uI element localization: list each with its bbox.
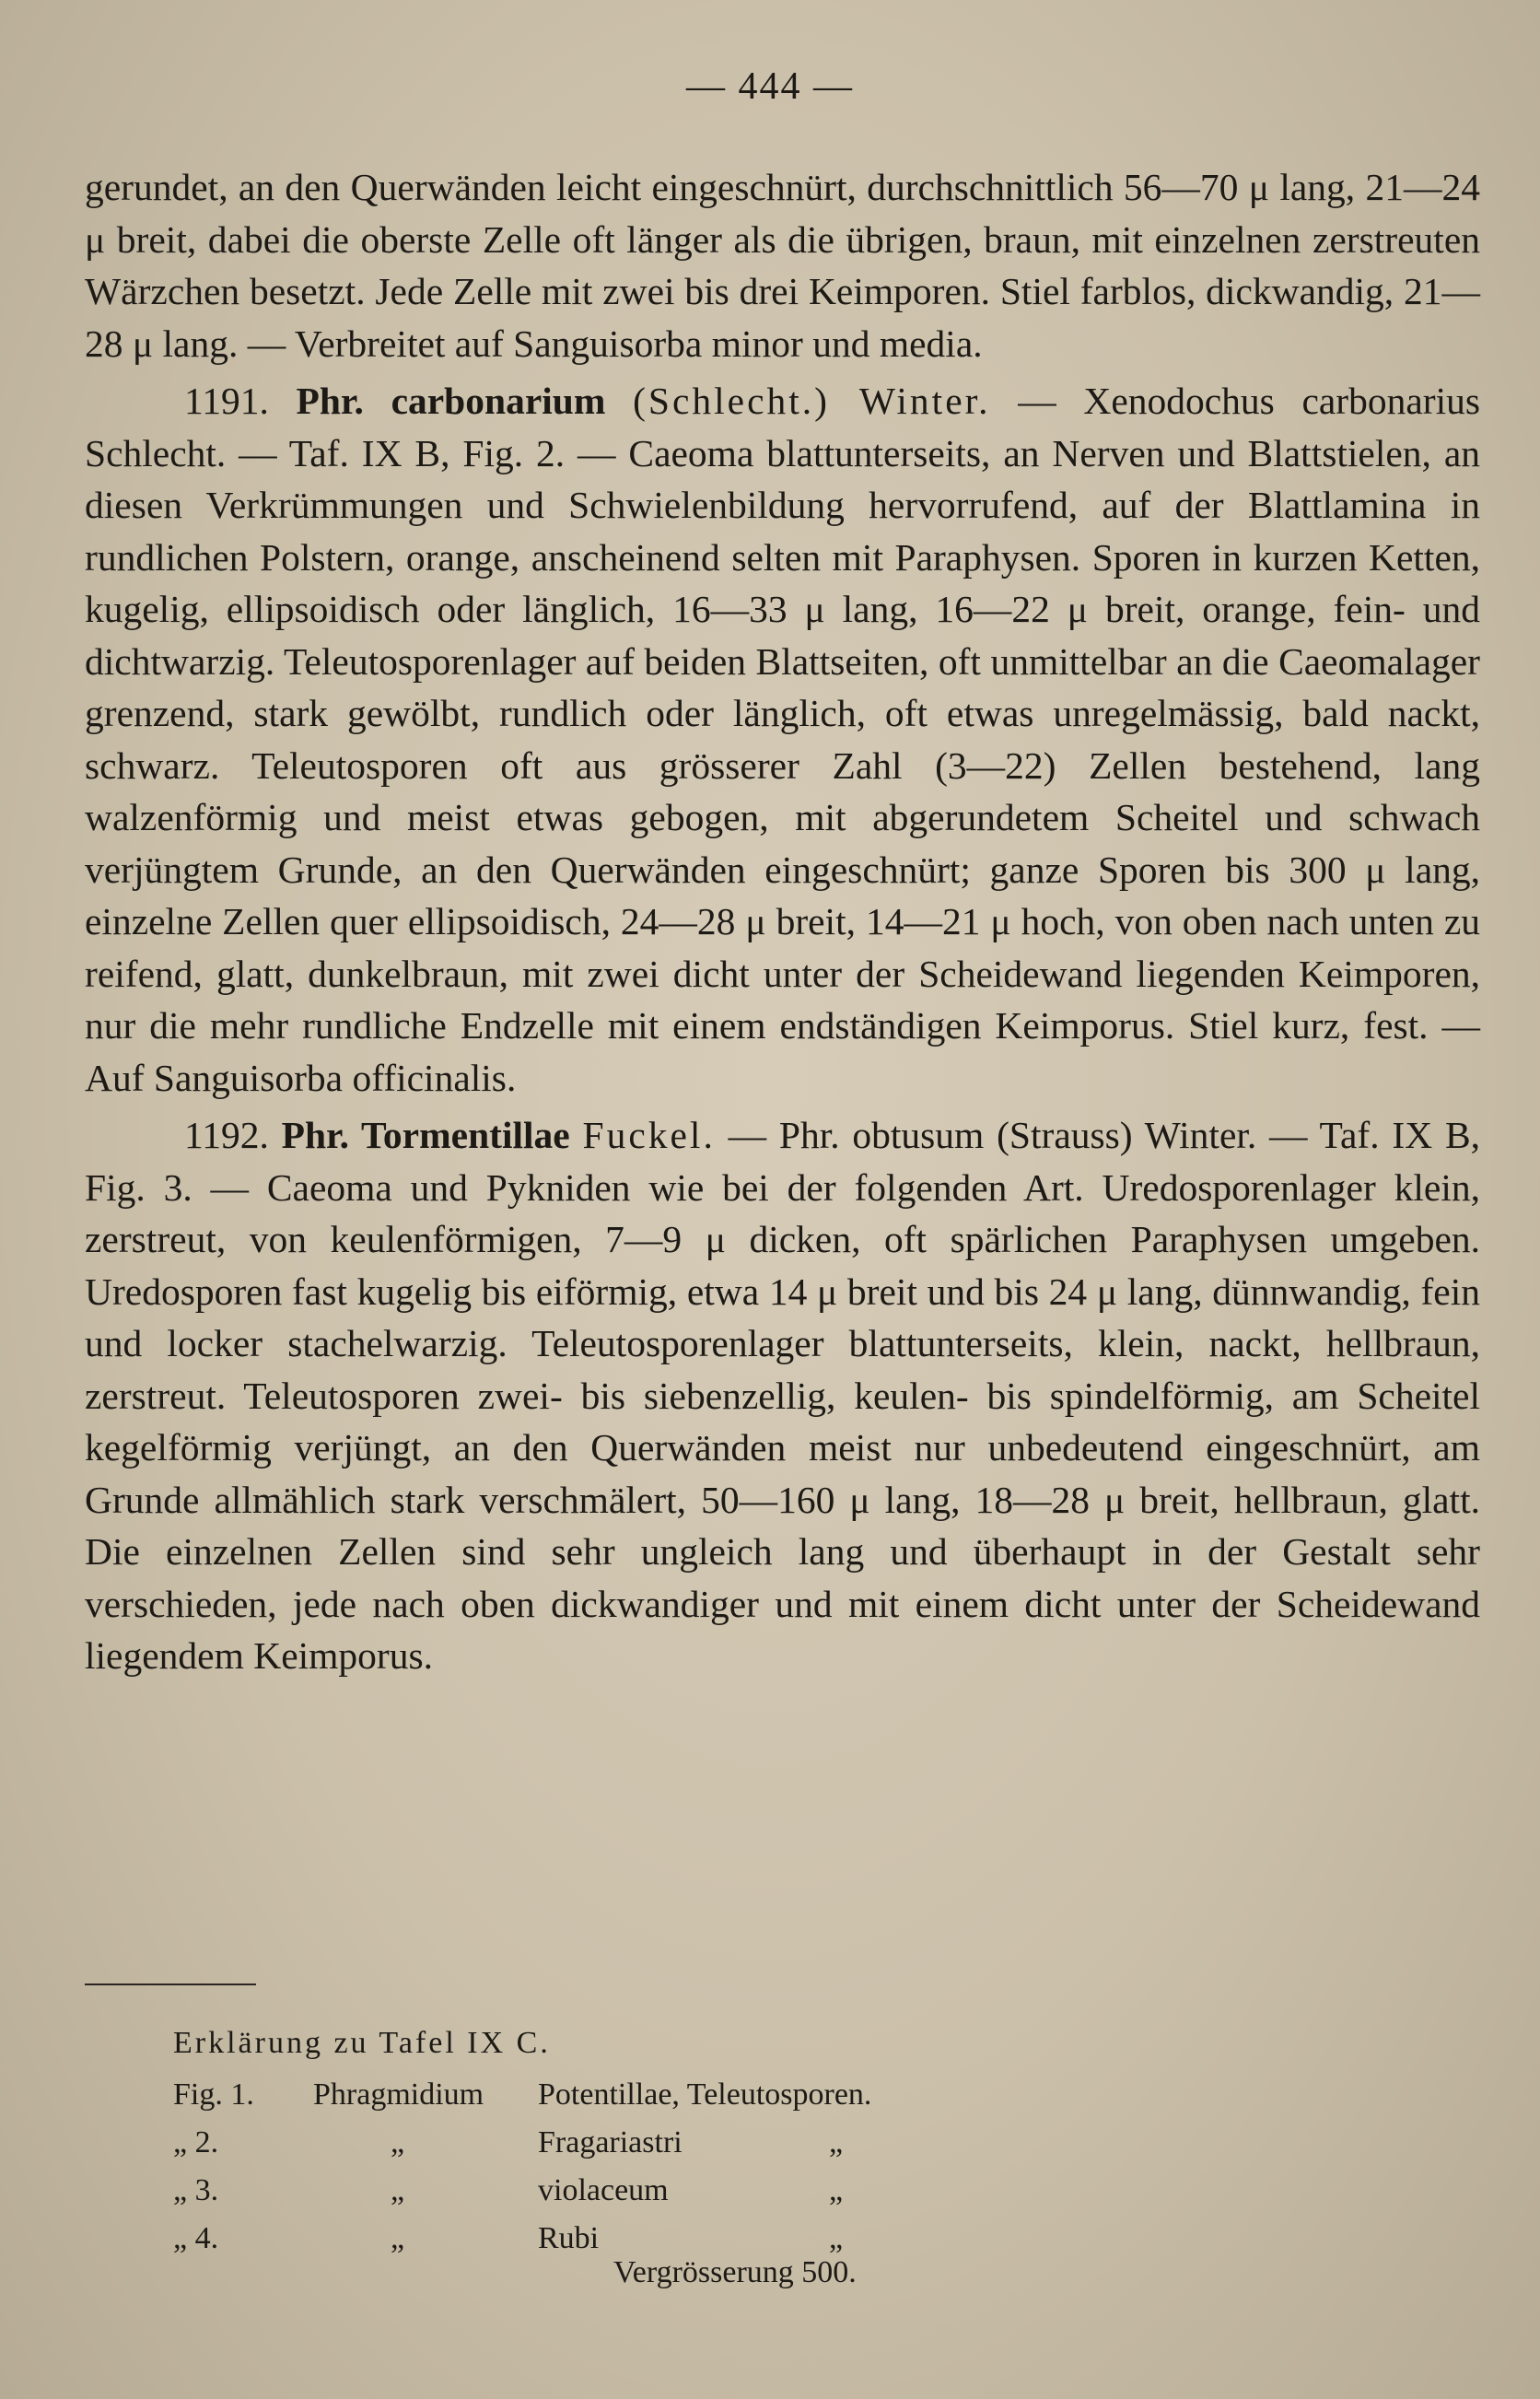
legend-genus: „ (391, 2221, 405, 2255)
legend-species: Rubi (538, 2221, 600, 2255)
entry-description: — Phr. obtusum (Strauss) Winter. — Taf. IX B, Fig. 3. — Caeoma und Pykniden wie bei der folgenden Art. Uredosporenlager klein, zerstreut, von keulenförmigen, 7—9 μ dicken, oft spärlichen Paraphysen umgeben. Uredosporen fast kugelig bis eiförmig, etwa 14 μ breit und bis 24 μ lang, dünnwandig, fein und locker stachelwarzig. Teleutosporenlager blattunterseits, klein, nackt, hellbraun, zerstreut. Teleutosporen zwei- bis siebenzellig, keulen- bis spindelförmig, am Scheitel kegelförmig verjüngt, an den Querwänden meist nur unbedeutend eingeschnürt, am Grunde allmählich stark verschmälert, 50—160 μ lang, 18—28 μ breit, hellbraun, glatt. Die einzelnen Zellen sind sehr ungleich lang und überhaupt in der Gestalt sehr verschieden, jede nach oben dickwandiger und mit einem dicht unter der Scheidewand liegendem Keimporus. (85, 1114, 1480, 1677)
entry-description: — Xenodochus carbonarius Schlecht. — Taf. IX B, Fig. 2. — Caeoma blattunterseits, an Nerven und Blattstielen, an diesen Verkrümmungen und Schwielenbildung hervorrufend, auf der Blattlamina in rundlichen Polstern, orange, anscheinend selten mit Paraphysen. Sporen in kurzen Ketten, kugelig, ellipsoidisch oder länglich, 16—33 μ lang, 16—22 μ breit, orange, fein- und dichtwarzig. Teleutosporenlager auf beiden Blattseiten, oft unmittelbar an die Caeomalager grenzend, stark gewölbt, rundlich oder länglich, oft etwas unregelmässig, bald nackt, schwarz. Teleutosporen oft aus grösserer Zahl (3—22) Zellen bestehend, lang walzenförmig und meist etwas gebogen, mit abgerundetem Scheitel und schwach verjüngtem Grunde, an den Querwänden eingeschnürt; ganze Sporen bis 300 μ lang, einzelne Zellen quer ellipsoidisch, 24—28 μ breit, 14—21 μ hoch, von oben nach unten zu reifend, glatt, dunkelbraun, mit zwei dicht unter der Scheidewand liegenden Keimporen, nur die mehr rundliche Endzelle mit einem endständigen Keimporus. Stiel kurz, fest. — Auf Sanguisorba officinalis. (85, 380, 1481, 1099)
legend-row (173, 2069, 872, 2117)
legend-species: violaceum (538, 2173, 669, 2207)
legend-suffix: „ (829, 2173, 844, 2207)
legend-genus: „ (391, 2125, 405, 2159)
legend-suffix: „ (829, 2221, 844, 2255)
entry-number: 1192. (184, 1114, 269, 1156)
species-author: (Schlecht.) Winter. (633, 380, 991, 422)
legend-row (173, 2213, 844, 2261)
species-name: Phr. carbonarium (296, 380, 606, 422)
entry-1192 (85, 1109, 1480, 1682)
species-author: Fuckel. (582, 1114, 716, 1156)
legend-fig: „ 2. (173, 2125, 219, 2159)
entry-1191 (85, 375, 1480, 1104)
body-text (85, 161, 1480, 1682)
continuation-paragraph: gerundet, an den Querwänden leicht eingeschnürt, durchschnittlich 56—70 μ lang, 21—24 μ breit, dabei die oberste Zelle oft länger als die übrigen, braun, mit einzelnen zerstreuten Wärzchen besetzt. Jede Zelle mit zwei bis drei Keimporen. Stiel farblos, dickwandig, 21—28 μ lang. — Verbreitet auf Sanguisorba minor und media. (85, 166, 1480, 365)
species-name: Phr. Tormentillae (281, 1114, 570, 1156)
magnification-note: Vergrösserung 500. (613, 2255, 857, 2289)
legend-species: Fragariastri (538, 2125, 682, 2159)
legend-species: Potentillae, Teleutosporen. (538, 2077, 872, 2112)
legend-suffix: „ (829, 2125, 844, 2159)
footnote-rule (85, 1984, 256, 1985)
legend-fig: Fig. 1. (173, 2077, 254, 2112)
legend-row (173, 2165, 844, 2213)
legend-fig: „ 3. (173, 2173, 219, 2207)
legend-row (173, 2117, 844, 2165)
plate-legend (173, 2018, 872, 2261)
legend-title: Erklärung zu Tafel IX C. (173, 2026, 551, 2060)
legend-genus: Phragmidium (313, 2077, 484, 2112)
legend-genus: „ (391, 2173, 405, 2207)
page-number: — 444 — (686, 65, 854, 108)
entry-number: 1191. (184, 380, 269, 422)
legend-fig: „ 4. (173, 2221, 219, 2255)
